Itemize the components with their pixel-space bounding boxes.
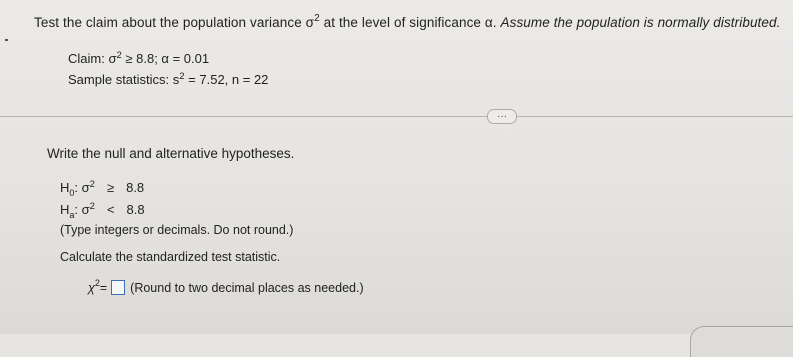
alt-hypothesis-operator: < bbox=[106, 202, 115, 217]
sample-stats-rest: = 7.52, n = 22 bbox=[184, 72, 269, 87]
chi-square-superscript: 2 bbox=[94, 277, 100, 288]
null-hypothesis-value: 8.8 bbox=[126, 180, 145, 195]
corner-button-edge[interactable] bbox=[690, 326, 793, 357]
alt-hypothesis-value: 8.8 bbox=[126, 202, 145, 217]
hypotheses-instruction: Write the null and alternative hypotheses. bbox=[47, 146, 295, 161]
alternative-hypothesis bbox=[60, 201, 145, 220]
claim-rest: ≥ 8.8; α = 0.01 bbox=[121, 51, 210, 66]
null-hypothesis-operator: ≥ bbox=[106, 180, 115, 195]
chi-square-symbol: χ bbox=[88, 280, 95, 295]
null-hypothesis-symbol: $H_0$: $\sigma^2$ bbox=[60, 179, 95, 198]
expand-more-button[interactable]: ··· bbox=[487, 109, 517, 124]
question-prefix: Test the claim about the population variance σ bbox=[34, 15, 315, 30]
question-prompt bbox=[34, 15, 780, 30]
test-statistic-answer-row bbox=[88, 277, 364, 295]
given-info bbox=[68, 49, 268, 91]
claim-line bbox=[68, 49, 268, 70]
edge-mark bbox=[5, 39, 8, 41]
sample-statistics-line bbox=[68, 70, 268, 91]
null-hypothesis bbox=[60, 179, 145, 198]
rounding-hint: (Round to two decimal places as needed.) bbox=[130, 280, 364, 295]
claim-label: Claim: σ bbox=[68, 51, 117, 66]
section-divider bbox=[0, 116, 793, 117]
question-middle: at the level of significance α. bbox=[319, 15, 501, 30]
question-sigma-superscript: 2 bbox=[314, 13, 320, 24]
hypotheses-format-note: (Type integers or decimals. Do not round.) bbox=[60, 223, 294, 237]
sample-stats-label: Sample statistics: s bbox=[68, 72, 180, 87]
question-assumption: Assume the population is normally distributed. bbox=[500, 15, 781, 30]
test-statistic-instruction: Calculate the standardized test statistic. bbox=[60, 250, 281, 264]
claim-superscript: 2 bbox=[116, 50, 122, 61]
equals-sign: = bbox=[99, 280, 108, 295]
alt-hypothesis-symbol: $H_a$: $\sigma^2$ bbox=[60, 201, 95, 220]
test-statistic-input[interactable] bbox=[111, 280, 125, 295]
sample-stats-superscript: 2 bbox=[179, 71, 185, 82]
